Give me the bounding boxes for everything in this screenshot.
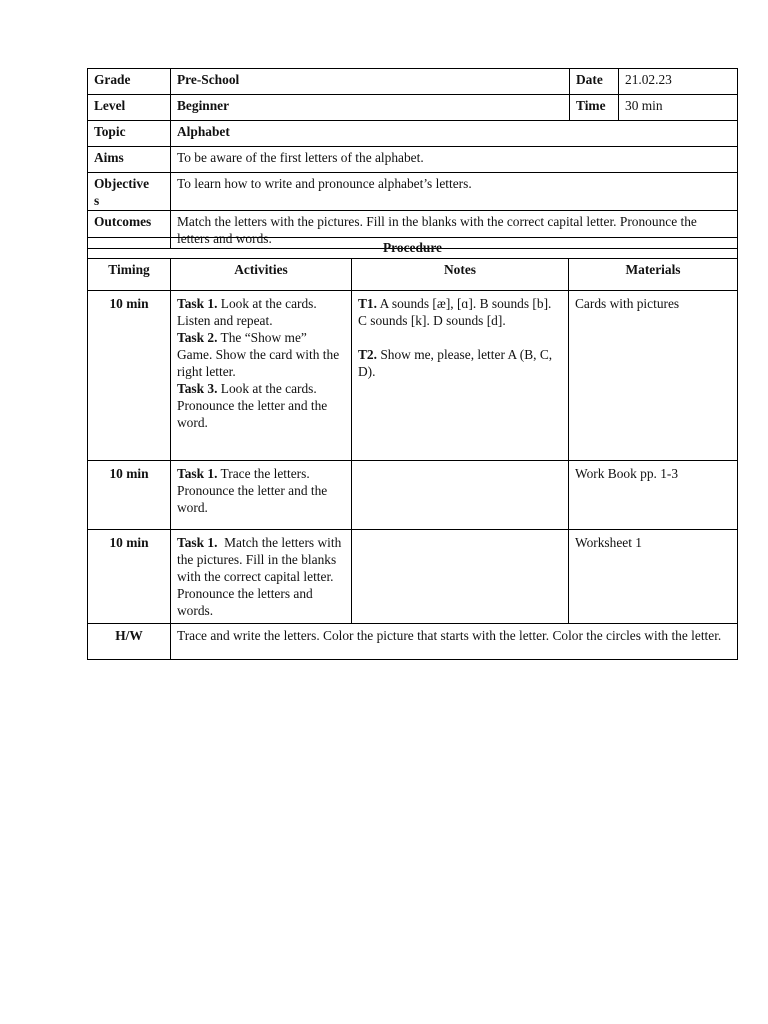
- date-value: 21.02.23: [619, 69, 738, 95]
- notes-cell: [352, 530, 569, 624]
- materials-cell: Work Book pp. 1-3: [569, 461, 738, 530]
- task-label: Task 1.: [177, 466, 218, 481]
- procedure-row: [88, 530, 738, 624]
- note-text: A sounds [æ], [ɑ]. B sounds [b]. C sounds [k]. D sounds [d].: [358, 296, 552, 328]
- grade-value: Pre-School: [171, 69, 570, 95]
- note-label: T2.: [358, 347, 377, 362]
- procedure-row: [88, 291, 738, 461]
- task-label: Task 2.: [177, 330, 218, 345]
- aims-label: Aims: [88, 147, 171, 173]
- procedure-table: [87, 237, 738, 660]
- task-text: Trace the letters. Pronounce the letter and the word.: [177, 466, 328, 515]
- topic-value: Alphabet: [171, 121, 738, 147]
- task-text: Look at the cards. Pronounce the letter and the word.: [177, 381, 328, 430]
- procedure-title: Procedure: [88, 238, 738, 259]
- level-value: Beginner: [171, 95, 570, 121]
- note-label: T1.: [358, 296, 377, 311]
- notes-cell: [352, 461, 569, 530]
- task-label: Task 1.: [177, 535, 218, 550]
- task-text: The “Show me” Game. Show the card with the right letter.: [177, 330, 340, 379]
- homework-label: H/W: [88, 624, 171, 660]
- outcomes-label: Outcomes: [88, 211, 171, 249]
- note-text: Show me, please, letter A (B, C, D).: [358, 347, 553, 379]
- homework-text: Trace and write the letters. Color the picture that starts with the letter. Color the circles with the letter.: [171, 624, 738, 660]
- activities-cell: [171, 291, 352, 461]
- column-header-timing: Timing: [88, 259, 171, 291]
- objectives-row: [88, 173, 738, 211]
- materials-cell: Cards with pictures: [569, 291, 738, 461]
- level-row: [88, 95, 738, 121]
- procedure-title-row: [88, 238, 738, 259]
- notes-cell: [352, 291, 569, 461]
- objectives-label: Objective s: [88, 173, 171, 211]
- level-label: Level: [88, 95, 171, 121]
- procedure-row: [88, 461, 738, 530]
- homework-row: [88, 624, 738, 660]
- outcomes-value: Match the letters with the pictures. Fill in the blanks with the correct capital letter. Pronounce the letters and words.: [171, 211, 738, 249]
- time-value: 30 min: [619, 95, 738, 121]
- timing-cell: 10 min: [88, 291, 171, 461]
- grade-label: Grade: [88, 69, 171, 95]
- task-text: Match the letters with the pictures. Fill in the blanks with the correct capital letter. Pronounce the letters and words.: [177, 535, 345, 618]
- date-label: Date: [570, 69, 619, 95]
- topic-row: [88, 121, 738, 147]
- lesson-info-table: [87, 68, 738, 249]
- materials-cell: Worksheet 1: [569, 530, 738, 624]
- activities-cell: [171, 530, 352, 624]
- task-label: Task 3.: [177, 381, 218, 396]
- column-header-materials: Materials: [569, 259, 738, 291]
- grade-row: [88, 69, 738, 95]
- column-header-notes: Notes: [352, 259, 569, 291]
- objectives-value: To learn how to write and pronounce alphabet’s letters.: [171, 173, 738, 211]
- aims-row: [88, 147, 738, 173]
- timing-cell: 10 min: [88, 461, 171, 530]
- time-label: Time: [570, 95, 619, 121]
- procedure-header-row: [88, 259, 738, 291]
- aims-value: To be aware of the first letters of the alphabet.: [171, 147, 738, 173]
- task-text: Look at the cards. Listen and repeat.: [177, 296, 317, 328]
- task-label: Task 1.: [177, 296, 218, 311]
- topic-label: Topic: [88, 121, 171, 147]
- timing-cell: 10 min: [88, 530, 171, 624]
- activities-cell: [171, 461, 352, 530]
- column-header-activities: Activities: [171, 259, 352, 291]
